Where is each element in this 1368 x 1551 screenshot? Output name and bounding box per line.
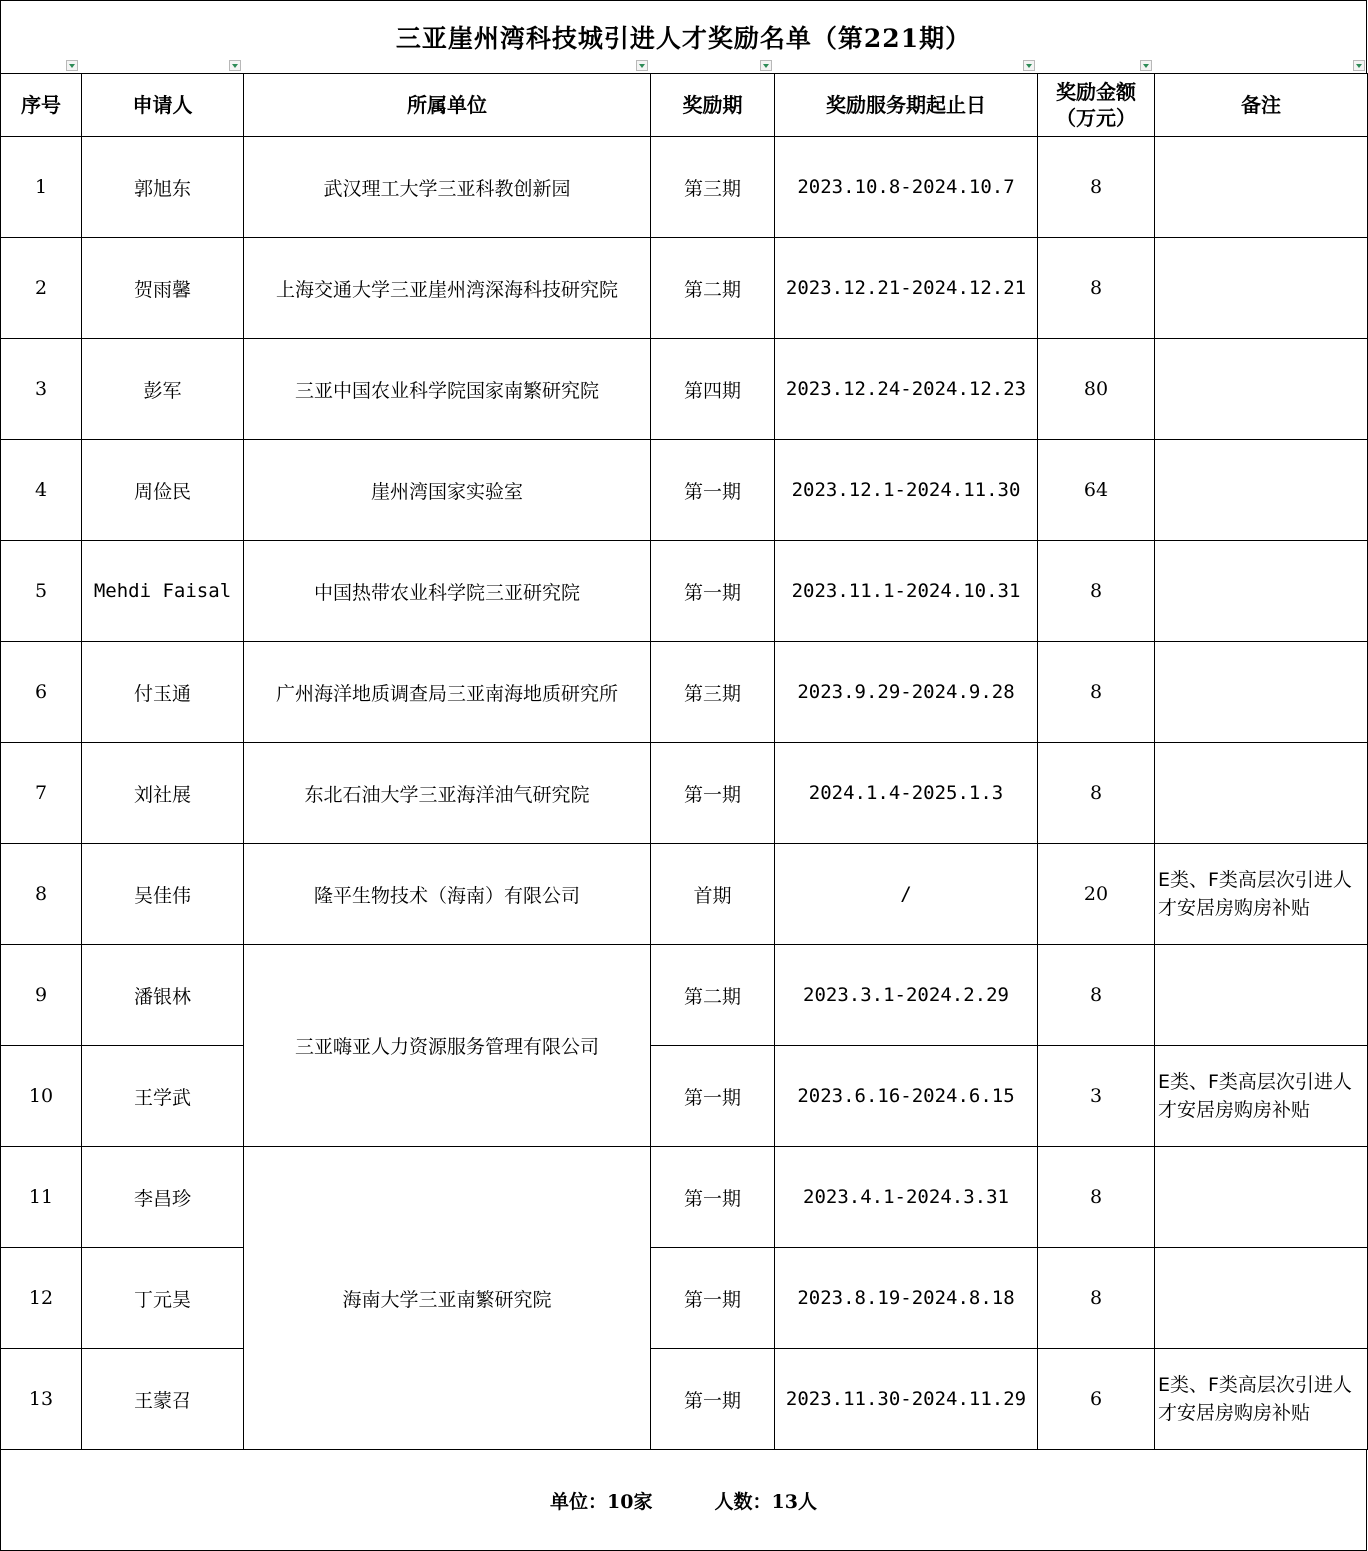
cell-period: 第二期 bbox=[651, 945, 775, 1046]
cell-unit: 上海交通大学三亚崖州湾深海科技研究院 bbox=[244, 238, 651, 339]
cell-amount: 8 bbox=[1038, 137, 1155, 238]
cell-period: 第一期 bbox=[651, 541, 775, 642]
cell-service-dates: 2023.3.1-2024.2.29 bbox=[775, 945, 1038, 1046]
cell-applicant: 王蒙召 bbox=[82, 1349, 244, 1450]
cell-unit-merged: 三亚嗨亚人力资源服务管理有限公司 bbox=[244, 945, 651, 1147]
cell-unit: 中国热带农业科学院三亚研究院 bbox=[244, 541, 651, 642]
cell-unit: 东北石油大学三亚海洋油气研究院 bbox=[244, 743, 651, 844]
header-no: 序号 bbox=[1, 74, 82, 137]
cell-no: 8 bbox=[1, 844, 82, 945]
cell-no: 12 bbox=[1, 1248, 82, 1349]
table-row bbox=[1, 339, 1368, 440]
cell-note: E类、F类高层次引进人才安居房购房补贴 bbox=[1155, 1046, 1368, 1147]
cell-applicant: 刘社展 bbox=[82, 743, 244, 844]
header-applicant: 申请人 bbox=[82, 74, 244, 137]
cell-no: 5 bbox=[1, 541, 82, 642]
cell-service-dates: 2023.12.24-2024.12.23 bbox=[775, 339, 1038, 440]
cell-unit-merged: 海南大学三亚南繁研究院 bbox=[244, 1147, 651, 1450]
cell-service-dates: 2023.12.21-2024.12.21 bbox=[775, 238, 1038, 339]
filter-dropdown-icon[interactable] bbox=[1023, 60, 1035, 71]
cell-service-dates: 2023.12.1-2024.11.30 bbox=[775, 440, 1038, 541]
table-row bbox=[1, 440, 1368, 541]
cell-amount: 3 bbox=[1038, 1046, 1155, 1147]
cell-no: 11 bbox=[1, 1147, 82, 1248]
cell-period: 第一期 bbox=[651, 1147, 775, 1248]
cell-service-dates: 2023.11.1-2024.10.31 bbox=[775, 541, 1038, 642]
table-row bbox=[1, 1147, 1368, 1248]
cell-note: E类、F类高层次引进人才安居房购房补贴 bbox=[1155, 1349, 1368, 1450]
table-row bbox=[1, 1248, 1368, 1349]
table-row bbox=[1, 844, 1368, 945]
cell-applicant: 郭旭东 bbox=[82, 137, 244, 238]
cell-no: 13 bbox=[1, 1349, 82, 1450]
cell-amount: 80 bbox=[1038, 339, 1155, 440]
cell-amount: 8 bbox=[1038, 1248, 1155, 1349]
cell-applicant: 贺雨馨 bbox=[82, 238, 244, 339]
filter-dropdown-icon[interactable] bbox=[229, 60, 241, 71]
cell-amount: 8 bbox=[1038, 642, 1155, 743]
cell-amount: 6 bbox=[1038, 1349, 1155, 1450]
table-row bbox=[1, 1349, 1368, 1450]
filter-dropdown-icon[interactable] bbox=[1140, 60, 1152, 71]
cell-no: 3 bbox=[1, 339, 82, 440]
cell-service-dates: 2024.1.4-2025.1.3 bbox=[775, 743, 1038, 844]
cell-period: 第一期 bbox=[651, 743, 775, 844]
table-header-row bbox=[1, 74, 1368, 137]
table-row bbox=[1, 541, 1368, 642]
cell-applicant: 付玉通 bbox=[82, 642, 244, 743]
cell-service-dates: 2023.6.16-2024.6.15 bbox=[775, 1046, 1038, 1147]
summary-units: 单位：10家 bbox=[550, 1490, 653, 1513]
cell-period: 第一期 bbox=[651, 1046, 775, 1147]
cell-applicant: 吴佳伟 bbox=[82, 844, 244, 945]
cell-service-dates: 2023.4.1-2024.3.31 bbox=[775, 1147, 1038, 1248]
header-service-dates: 奖励服务期起止日 bbox=[775, 74, 1038, 137]
cell-note bbox=[1155, 137, 1368, 238]
cell-no: 6 bbox=[1, 642, 82, 743]
cell-no: 9 bbox=[1, 945, 82, 1046]
cell-service-dates: 2023.9.29-2024.9.28 bbox=[775, 642, 1038, 743]
cell-unit: 广州海洋地质调查局三亚南海地质研究所 bbox=[244, 642, 651, 743]
summary-footer bbox=[0, 1450, 1367, 1551]
header-amount-line1: 奖励金额 bbox=[1056, 80, 1136, 104]
table-row bbox=[1, 137, 1368, 238]
header-period: 奖励期 bbox=[651, 74, 775, 137]
cell-service-dates: 2023.10.8-2024.10.7 bbox=[775, 137, 1038, 238]
cell-no: 4 bbox=[1, 440, 82, 541]
cell-amount: 8 bbox=[1038, 541, 1155, 642]
cell-no: 10 bbox=[1, 1046, 82, 1147]
cell-period: 第三期 bbox=[651, 137, 775, 238]
cell-amount: 8 bbox=[1038, 743, 1155, 844]
cell-service-dates: / bbox=[775, 844, 1038, 945]
table-row bbox=[1, 1046, 1368, 1147]
cell-applicant: 王学武 bbox=[82, 1046, 244, 1147]
cell-amount: 20 bbox=[1038, 844, 1155, 945]
award-table bbox=[0, 73, 1368, 1450]
cell-no: 2 bbox=[1, 238, 82, 339]
cell-period: 第一期 bbox=[651, 1248, 775, 1349]
table-row bbox=[1, 743, 1368, 844]
cell-amount: 8 bbox=[1038, 945, 1155, 1046]
cell-note bbox=[1155, 541, 1368, 642]
table-row bbox=[1, 238, 1368, 339]
cell-note bbox=[1155, 238, 1368, 339]
header-amount bbox=[1038, 74, 1155, 137]
cell-period: 首期 bbox=[651, 844, 775, 945]
cell-amount: 64 bbox=[1038, 440, 1155, 541]
cell-note bbox=[1155, 1248, 1368, 1349]
cell-period: 第一期 bbox=[651, 1349, 775, 1450]
cell-note bbox=[1155, 642, 1368, 743]
summary-people: 人数：13人 bbox=[714, 1490, 817, 1513]
sheet-title: 三亚崖州湾科技城引进人才奖励名单（第221期） bbox=[0, 0, 1367, 73]
cell-service-dates: 2023.8.19-2024.8.18 bbox=[775, 1248, 1038, 1349]
cell-note bbox=[1155, 1147, 1368, 1248]
filter-dropdown-icon[interactable] bbox=[760, 60, 772, 71]
cell-note: E类、F类高层次引进人才安居房购房补贴 bbox=[1155, 844, 1368, 945]
header-amount-line2: （万元） bbox=[1056, 106, 1136, 130]
cell-applicant: 周俭民 bbox=[82, 440, 244, 541]
cell-amount: 8 bbox=[1038, 238, 1155, 339]
cell-period: 第四期 bbox=[651, 339, 775, 440]
cell-unit: 隆平生物技术（海南）有限公司 bbox=[244, 844, 651, 945]
header-note: 备注 bbox=[1155, 74, 1368, 137]
header-unit: 所属单位 bbox=[244, 74, 651, 137]
cell-period: 第三期 bbox=[651, 642, 775, 743]
cell-applicant: Mehdi Faisal bbox=[82, 541, 244, 642]
cell-period: 第二期 bbox=[651, 238, 775, 339]
filter-dropdown-icon[interactable] bbox=[66, 60, 78, 71]
cell-note bbox=[1155, 743, 1368, 844]
table-row bbox=[1, 945, 1368, 1046]
filter-dropdown-icon[interactable] bbox=[1353, 60, 1365, 71]
cell-applicant: 丁元昊 bbox=[82, 1248, 244, 1349]
table-row bbox=[1, 642, 1368, 743]
cell-no: 1 bbox=[1, 137, 82, 238]
cell-applicant: 李昌珍 bbox=[82, 1147, 244, 1248]
cell-unit: 武汉理工大学三亚科教创新园 bbox=[244, 137, 651, 238]
cell-period: 第一期 bbox=[651, 440, 775, 541]
cell-applicant: 彭军 bbox=[82, 339, 244, 440]
cell-amount: 8 bbox=[1038, 1147, 1155, 1248]
cell-unit: 崖州湾国家实验室 bbox=[244, 440, 651, 541]
cell-note bbox=[1155, 339, 1368, 440]
cell-service-dates: 2023.11.30-2024.11.29 bbox=[775, 1349, 1038, 1450]
cell-unit: 三亚中国农业科学院国家南繁研究院 bbox=[244, 339, 651, 440]
cell-note bbox=[1155, 945, 1368, 1046]
cell-note bbox=[1155, 440, 1368, 541]
cell-no: 7 bbox=[1, 743, 82, 844]
filter-dropdown-icon[interactable] bbox=[636, 60, 648, 71]
cell-applicant: 潘银林 bbox=[82, 945, 244, 1046]
